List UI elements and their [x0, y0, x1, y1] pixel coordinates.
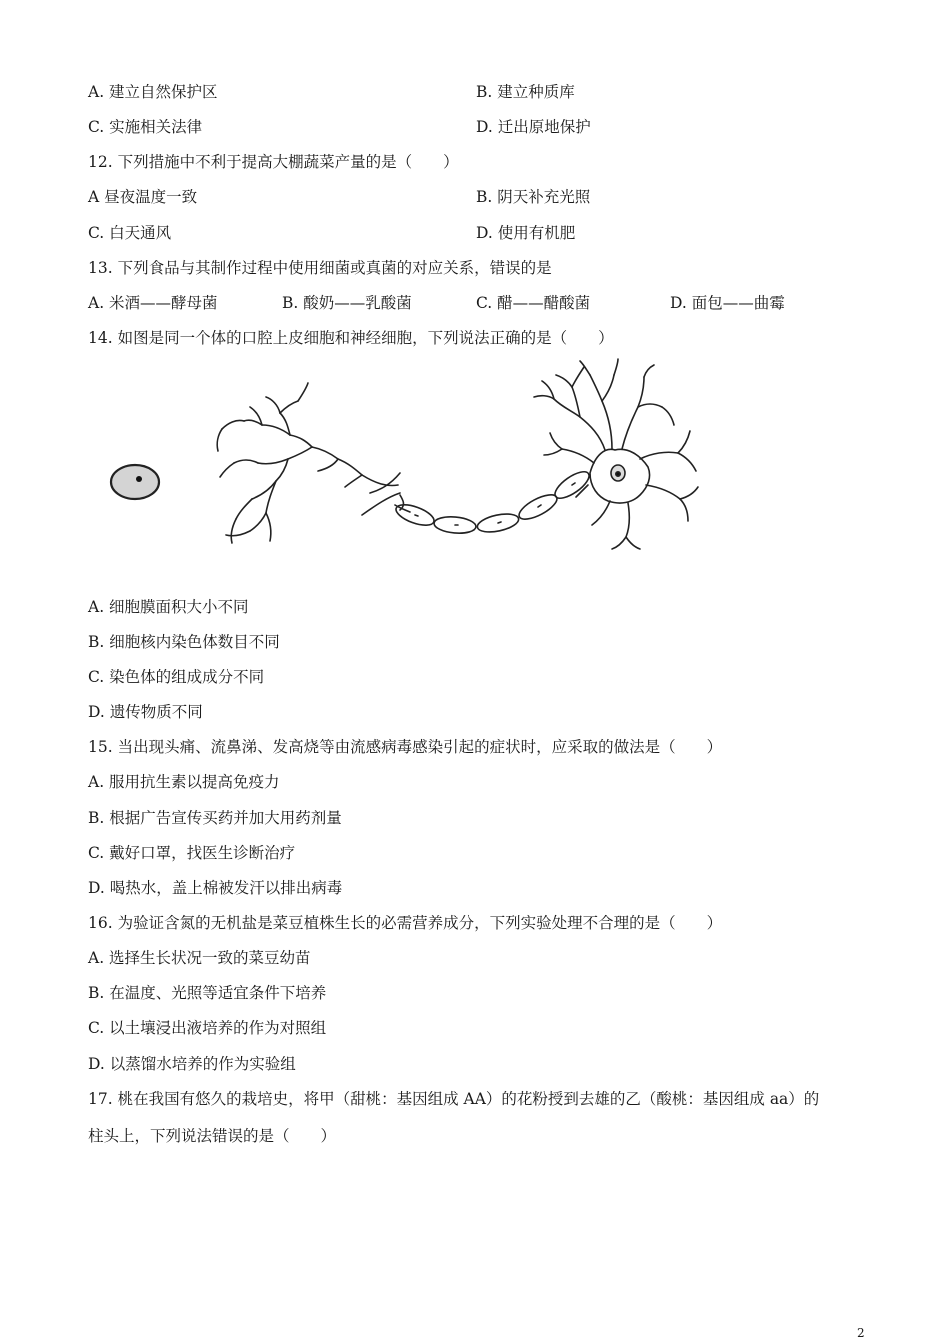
q14-option-a: A. 细胞膜面积大小不同 [88, 598, 249, 616]
q17-stem-line1: 17. 桃在我国有悠久的栽培史，将甲（甜桃：基因组成 AA）的花粉授到去雄的乙（酸桃：基因组成 aa）的 [88, 1090, 820, 1108]
q12-option-c: C. 白天通风 [88, 224, 172, 242]
q14-option-b: B. 细胞核内染色体数目不同 [88, 633, 280, 651]
q15-option-a: A. 服用抗生素以提高免疫力 [88, 773, 280, 791]
q14-option-c: C. 染色体的组成成分不同 [88, 668, 265, 686]
q14-stem: 14. 如图是同一个体的口腔上皮细胞和神经细胞，下列说法正确的是（ ） [88, 329, 614, 347]
q12-option-a: A 昼夜温度一致 [88, 188, 198, 206]
q13-stem: 13. 下列食品与其制作过程中使用细菌或真菌的对应关系，错误的是 [88, 259, 552, 277]
neuron-icon [217, 359, 698, 549]
cell-figure [100, 355, 700, 560]
q16-option-c: C. 以土壤浸出液培养的作为对照组 [88, 1019, 327, 1037]
page-number: 2 [857, 1326, 865, 1340]
q17-stem-line2: 柱头上，下列说法错误的是（ ） [88, 1127, 337, 1145]
q16-option-b: B. 在温度、光照等适宜条件下培养 [88, 984, 327, 1002]
q11-option-d: D. 迁出原地保护 [476, 118, 591, 136]
q16-option-d: D. 以蒸馏水培养的作为实验组 [88, 1055, 296, 1073]
q12-option-d: D. 使用有机肥 [476, 224, 576, 242]
q13-option-d: D. 面包——曲霉 [670, 294, 785, 312]
q16-stem: 16. 为验证含氮的无机盐是菜豆植株生长的必需营养成分，下列实验处理不合理的是（ ） [88, 914, 723, 932]
q13-option-b: B. 酸奶——乳酸菌 [282, 294, 412, 312]
q11-option-a: A. 建立自然保护区 [88, 83, 218, 101]
q15-option-b: B. 根据广告宣传买药并加大用药剂量 [88, 809, 342, 827]
q11-option-b: B. 建立种质库 [476, 83, 575, 101]
q13-option-a: A. 米酒——酵母菌 [88, 294, 218, 312]
q15-stem: 15. 当出现头痛、流鼻涕、发高烧等由流感病毒感染引起的症状时，应采取的做法是（ ） [88, 738, 723, 756]
q14-option-d: D. 遗传物质不同 [88, 703, 203, 721]
epithelial-cell-icon [111, 465, 159, 499]
q12-option-b: B. 阴天补充光照 [476, 188, 591, 206]
q15-option-d: D. 喝热水，盖上棉被发汗以排出病毒 [88, 879, 343, 897]
q15-option-c: C. 戴好口罩，找医生诊断治疗 [88, 844, 296, 862]
q11-option-c: C. 实施相关法律 [88, 118, 203, 136]
q13-option-c: C. 醋——醋酸菌 [476, 294, 591, 312]
q16-option-a: A. 选择生长状况一致的菜豆幼苗 [88, 949, 311, 967]
q12-stem: 12. 下列措施中不利于提高大棚蔬菜产量的是（ ） [88, 153, 459, 171]
